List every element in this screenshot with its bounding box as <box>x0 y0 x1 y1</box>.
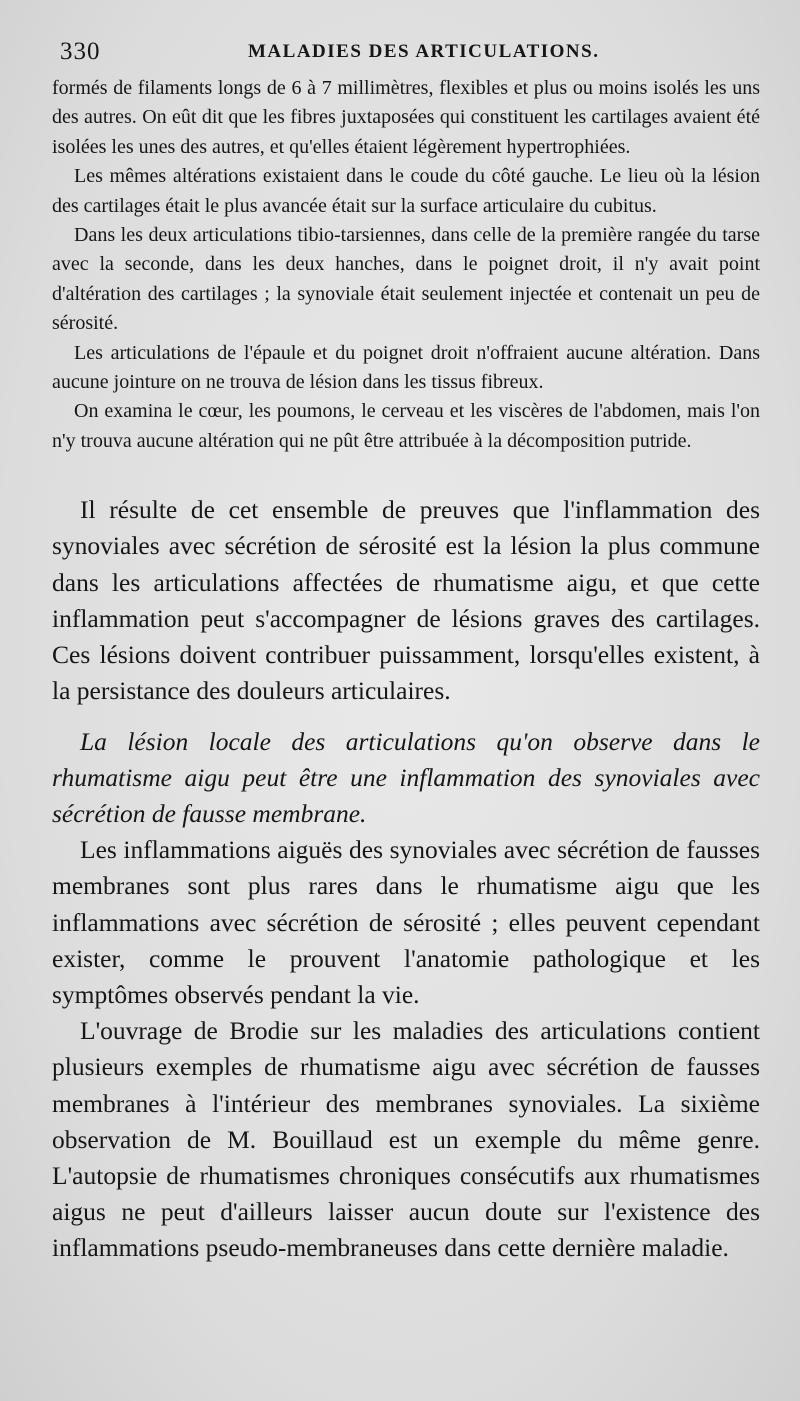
paragraph-brodie: L'ouvrage de Brodie sur les maladies des articulations contient plusieurs exemples de rhumatisme aigu avec sécrétion de fausses membranes à l'intérieur des membranes synoviales. La sixième observation de M. Bouillaud est un exemple du même genre. L'autopsie de rhumatismes chroniques consécutifs aux rhumatismes aigus ne peut d'ailleurs laisser aucun doute sur l'existence des inflammations pseudo-membraneuses dans cette dernière maladie. <box>52 1016 760 1263</box>
running-head <box>52 32 760 72</box>
observation-text <box>52 74 760 456</box>
paragraph-shoulder-wrist: Les articulations de l'épaule et du poignet droit n'offraient aucune altération. Dans aucune jointure on ne trouva de lésion dans les tissus fibreux. <box>52 341 760 394</box>
paragraph-elbow: Les mêmes altérations existaient dans le coude du côté gauche. Le lieu où la lésion des cartilages était le plus avancée était sur la surface articulaire du cubitus. <box>52 165 760 217</box>
page-number: 330 <box>60 38 101 65</box>
main-text <box>52 492 760 1266</box>
paragraph-organs: On examina le cœur, les poumons, le cerveau et les viscères de l'abdomen, mais l'on n'y trouva aucune altération qui ne pût être attribuée à la décomposition putride. <box>52 400 760 452</box>
running-title: MALADIES DES ARTICULATIONS. <box>248 41 600 62</box>
paragraph-tibio-tarsal: Dans les deux articulations tibio-tarsiennes, dans celle de la première rangée du tarse avec la seconde, dans les deux hanches, dans le poignet droit, il n'y avait point d'altération des cartilages ; la synoviale était seulement injectée et contenait un peu de sérosité. <box>52 224 760 335</box>
paragraph-continued: formés de filaments longs de 6 à 7 millimètres, flexibles et plus ou moins isolés les uns des autres. On eût dit que les fibres juxtaposées qui constituent les cartilages avaient été isolées les unes des autres, et qu'elles étaient légèrement hypertrophiées. <box>52 77 760 158</box>
conclusion-paragraph: Il résulte de cet ensemble de preuves que l'inflammation des synoviales avec sécrétion de sérosité est la lésion la plus commune dans les articulations affectées de rhumatisme aigu, et que cette inflammation peut s'accompagner de lésions graves des cartilages. Ces lésions doivent contribuer puissamment, lorsqu'elles existent, à la persistance des douleurs articulaires. <box>52 495 760 706</box>
paragraph-false-membranes: Les inflammations aiguës des synoviales avec sécrétion de fausses membranes sont plus rares dans le rhumatisme aigu que les inflammations avec sécrétion de sérosité ; elles peuvent cependant exister, comme le prouvent l'anatomie pathologique et les symptômes observés pendant la vie. <box>52 835 760 1009</box>
italic-heading: La lésion locale des articulations qu'on observe dans le rhumatisme aigu peut être une inflammation des synoviales avec sécrétion de fausse membrane. <box>52 726 760 828</box>
